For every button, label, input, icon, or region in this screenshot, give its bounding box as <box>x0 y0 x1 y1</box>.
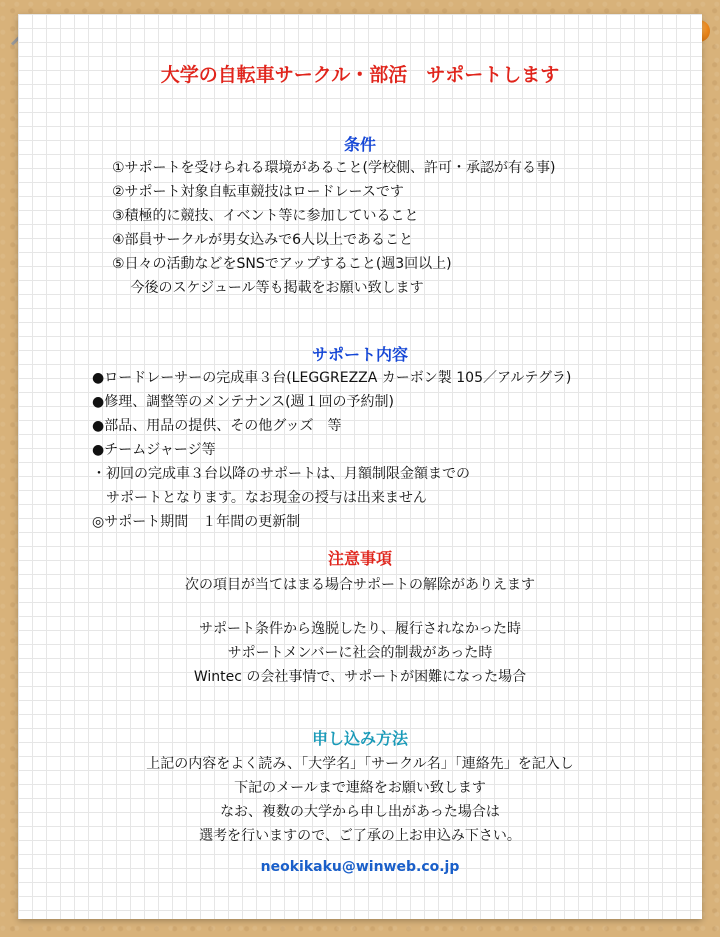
note-item: Wintec の会社事情で、サポートが困難になった場合 <box>193 669 527 685</box>
support-item: ●ロードレーサーの完成車３台(LEGGREZZA カーボン製 105／アルテグラ) <box>92 370 572 386</box>
apply-line: 下記のメールまで連絡をお願い致します <box>234 780 486 796</box>
condition-item: ④部員サークルが男女込みで6人以上であること <box>112 232 414 248</box>
support-item: ●部品、用品の提供、その他グッズ 等 <box>92 418 342 434</box>
support-item: ・初回の完成車３台以降のサポートは、月額制限金額までの <box>92 466 470 482</box>
apply-heading: 申し込み方法 <box>311 729 408 748</box>
notice-paper <box>18 14 702 919</box>
conditions-heading: 条件 <box>343 135 376 154</box>
condition-item: ③積極的に競技、イベント等に参加していること <box>112 208 419 224</box>
conditions-list <box>112 156 555 300</box>
support-item: ●修理、調整等のメンテナンス(週１回の予約制) <box>92 394 395 410</box>
support-item: ●チームジャージ等 <box>92 442 216 458</box>
condition-item: ①サポートを受けられる環境があること(学校側、許可・承認が有る事) <box>112 160 556 176</box>
support-item: サポートとなります。なお現金の授与は出来ません <box>92 490 427 506</box>
apply-text <box>18 752 702 848</box>
notes-intro: 次の項目が当てはまる場合サポートの解除がありえます <box>185 577 535 593</box>
condition-item: ②サポート対象自転車競技はロードレースです <box>112 184 404 200</box>
support-heading: サポート内容 <box>311 345 408 364</box>
notes-heading: 注意事項 <box>327 549 392 568</box>
note-item: サポート条件から逸脱したり、履行されなかった時 <box>199 621 521 637</box>
apply-line: 選考を行いますので、ご了承の上お申込み下さい。 <box>199 828 521 844</box>
notes-list <box>18 617 702 689</box>
page-title: 大学の自転車サークル・部活 サポートします <box>160 64 560 86</box>
apply-line: 上記の内容をよく読み、「大学名」「サークル名」「連絡先」を記入し <box>146 756 574 772</box>
support-item: ◎サポート期間 １年間の更新制 <box>92 514 301 530</box>
condition-item: ⑤日々の活動などをSNSでアップすること(週3回以上) <box>112 256 452 272</box>
condition-item: 今後のスケジュール等も掲載をお願い致します <box>112 280 424 296</box>
contact-email-link[interactable]: neokikaku@winweb.co.jp <box>260 859 460 875</box>
note-item: サポートメンバーに社会的制裁があった時 <box>227 645 493 661</box>
apply-line: なお、複数の大学から申し出があった場合は <box>220 804 500 820</box>
support-list <box>92 366 571 534</box>
